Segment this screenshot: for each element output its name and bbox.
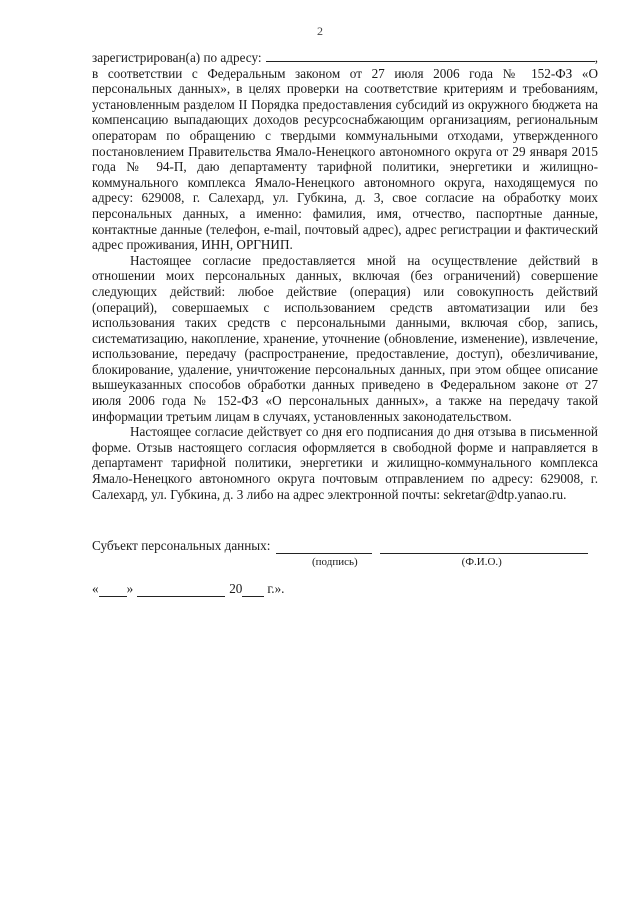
consent-paragraph-1: в соответствии с Федеральным законом от 27 июля 2006 года № 152-ФЗ «О персональных данных», в целях проверки на соответствие критериям и требованиям, установленным разделом II Порядка предоставления субсидий из окружного бюджета на компенсацию выпадающих доходов ресурсоснабжающим организациям, региональным операторам по обращению с твердыми коммунальными отходами, утвержденного постановлением Правительства Ямало-Ненецкого автономного округа от 29 января 2015 года № 94-П, даю департаменту тарифной политики, энергетики и жилищно-коммунального комплекса Ямало-Ненецкого автономного округа, находящемуся по адресу: 629008, г. Салехард, ул. Губкина, д. 3, свое согласие на обработку моих персональных данных, а именно: фамилия, имя, отчество, паспортные данные, контактные данные (телефон, e-mail, почтовый адрес), адрес регистрации и фактический адрес проживания, ИНН, ОРГНИП. bbox=[92, 65, 598, 253]
address-label: зарегистрирован(а) по адресу: bbox=[92, 50, 262, 65]
date-close-quote: » bbox=[126, 581, 134, 596]
consent-paragraph-2: Настоящее согласие предоставляется мной на осуществление действий в отношении моих персональных данных, включая (без ограничений) совершение следующих действий: любое действие (операция) или совокупность действий (операций), совершаемых с использованием средств автоматизации или без использования таких средств с персональными данными, включая сбор, запись, систематизацию, накопление, хранение, уточнение (обновление, изменение), извлечение, использование, передачу (распространение, предоставление, доступ), обезличивание, блокирование, удаление, уничтожение персональных данных, при этом общее описание вышеуказанных способов обработки данных приведено в Федеральном законе от 27 июля 2006 года № 152-ФЗ «О персональных данных», а также на передачу такой информации третьим лицам в случаях, установленных законодательством. bbox=[92, 252, 598, 424]
year-line bbox=[242, 584, 264, 597]
consent-paragraph-3: Настоящее согласие действует со дня его подписания до дня отзыва в письменной форме. Отзыв настоящего согласия оформляется в свободной форме и направляется в департамент тарифной политики, энергетики и жилищно-коммунального комплекса Ямало-Ненецкого автономного округа почтовым отправлением по адресу: 629008, г. Салехард, ул. Губкина, д. 3 либо на адрес электронной почты: sekretar@dtp.yanao.ru. bbox=[92, 424, 598, 502]
signature-line bbox=[276, 541, 372, 554]
month-line bbox=[137, 584, 225, 597]
year-prefix: 20 bbox=[229, 581, 243, 596]
address-line bbox=[92, 50, 598, 66]
signature-captions bbox=[92, 556, 604, 568]
signature-block bbox=[92, 538, 604, 568]
signature-caption: (подпись) bbox=[312, 556, 358, 568]
year-suffix: г.». bbox=[267, 581, 285, 596]
address-end: , bbox=[594, 50, 598, 65]
name-line bbox=[380, 541, 588, 554]
consent-body bbox=[92, 50, 598, 502]
date-row bbox=[92, 581, 284, 597]
page-number: 2 bbox=[317, 24, 323, 38]
signature-label: Субъект персональных данных: bbox=[92, 538, 271, 553]
day-line bbox=[99, 584, 127, 597]
name-caption: (Ф.И.О.) bbox=[461, 556, 502, 568]
signature-row bbox=[92, 538, 604, 554]
address-fill-line bbox=[266, 50, 595, 62]
date-open-quote: « bbox=[92, 581, 99, 596]
